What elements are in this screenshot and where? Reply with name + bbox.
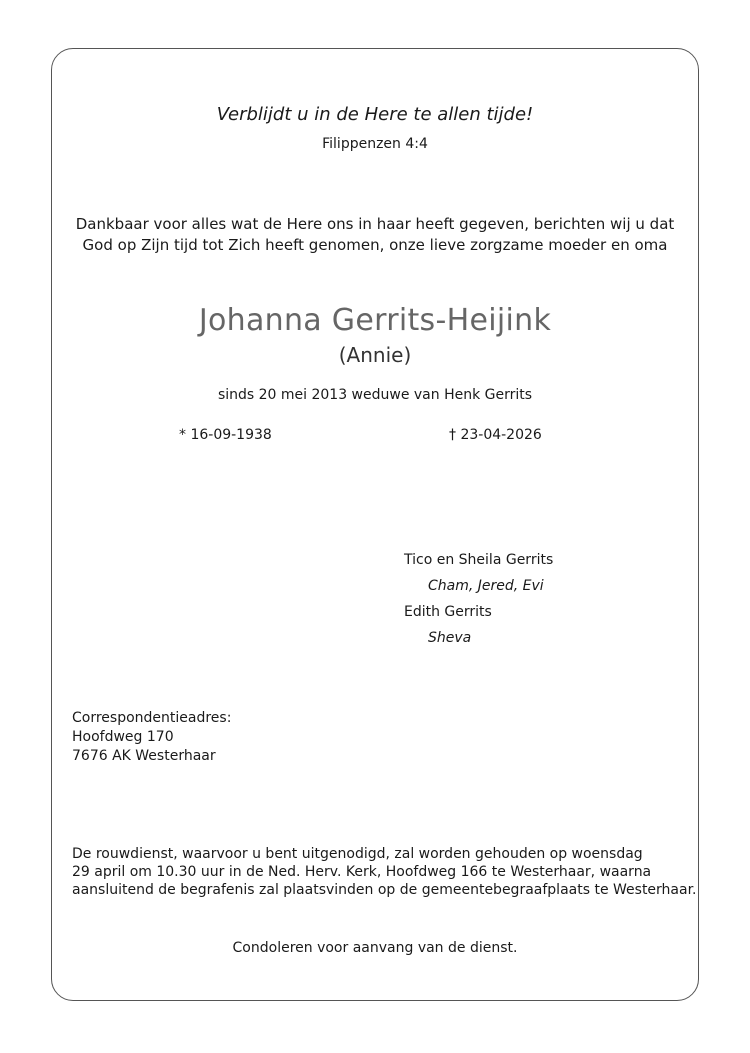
deceased-nickname: (Annie) (338, 343, 412, 367)
deceased-name: Johanna Gerrits-Heijink (198, 303, 552, 338)
condolence-note: Condoleren voor aanvang van de dienst. (232, 940, 518, 956)
correspondence-label: Correspondentieadres: (72, 710, 232, 726)
family-children: Sheva (428, 630, 472, 646)
service-line-1: De rouwdienst, waarvoor u bent uitgenodigd, zal worden gehouden op woensdag (72, 846, 643, 862)
family-children: Cham, Jered, Evi (428, 578, 544, 594)
family-member: Edith Gerrits (404, 604, 492, 620)
verse-reference: Filippenzen 4:4 (322, 136, 428, 152)
death-date: † 23-04-2026 (449, 427, 542, 443)
service-line-2: 29 april om 10.30 uur in de Ned. Herv. Kerk, Hoofdweg 166 te Westerhaar, waarna (72, 864, 652, 880)
announcement-line-1: Dankbaar voor alles wat de Here ons in haar heeft gegeven, berichten wij u dat (75, 215, 675, 233)
family-member: Tico en Sheila Gerrits (404, 552, 554, 568)
correspondence-street: Hoofdweg 170 (72, 729, 174, 745)
birth-date: * 16-09-1938 (179, 427, 272, 443)
announcement-line-2: God op Zijn tijd tot Zich heeft genomen, onze lieve zorgzame moeder en oma (82, 236, 668, 254)
service-line-3: aansluitend de begrafenis zal plaatsvinden op de gemeentebegraafplaats te Westerhaar. (72, 882, 697, 898)
correspondence-city: 7676 AK Westerhaar (72, 748, 216, 764)
widow-line: sinds 20 mei 2013 weduwe van Henk Gerrits (217, 387, 533, 403)
bible-verse: Verblijdt u in de Here te allen tijde! (216, 104, 534, 125)
